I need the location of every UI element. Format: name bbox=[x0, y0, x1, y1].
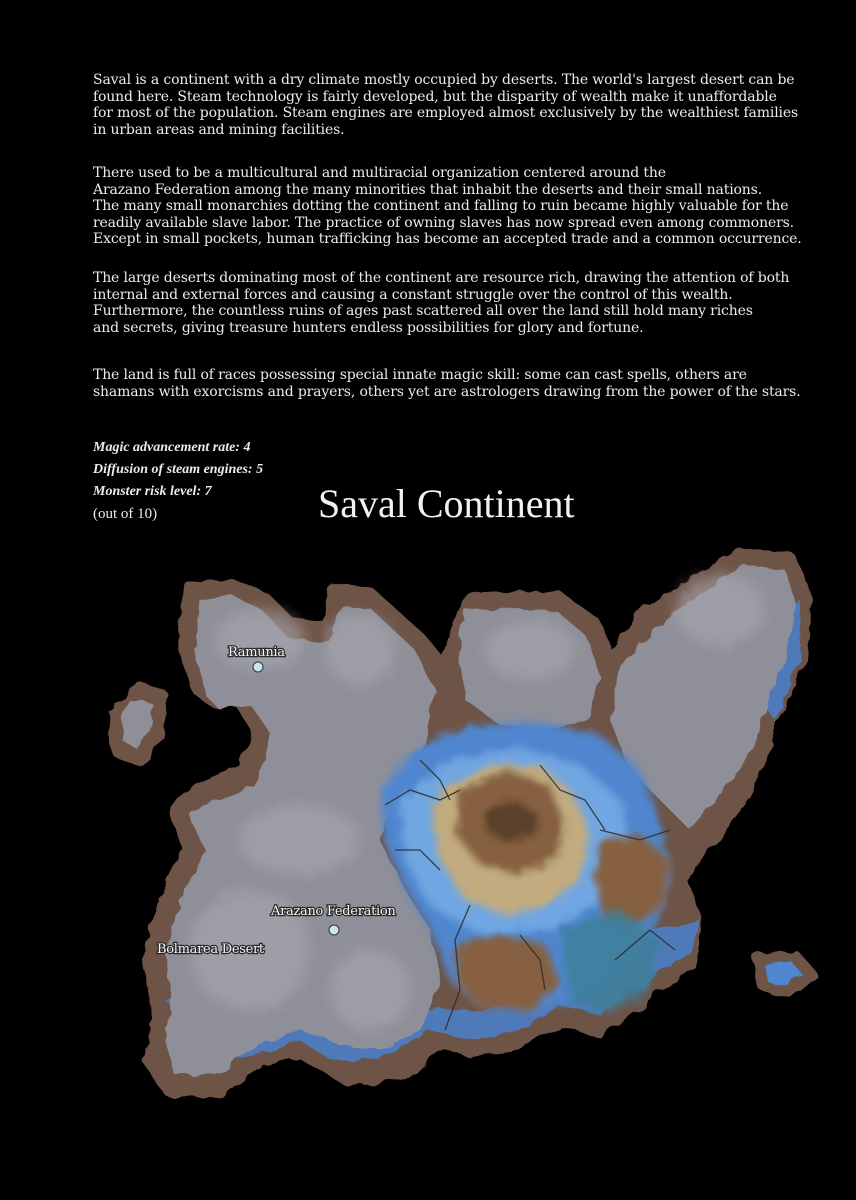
text-line: internal and external forces and causing a constant struggle over the control of this wealth. bbox=[93, 286, 733, 303]
text-line: Except in small pockets, human trafficking has become an accepted trade and a common occurrence. bbox=[93, 231, 802, 247]
location-marker-icon bbox=[253, 662, 263, 672]
location-marker-icon bbox=[329, 925, 339, 935]
location-bolmarea-desert bbox=[157, 942, 265, 957]
description-paragraph-3 bbox=[93, 270, 793, 336]
text-line: for most of the population. Steam engines are employed almost exclusively by the wealthiest families bbox=[93, 105, 799, 121]
text-line: The land is full of races possessing special innate magic skill: some can cast spells, others are bbox=[93, 367, 747, 383]
description-paragraph-1 bbox=[93, 72, 799, 138]
map-title: Saval Continent bbox=[318, 481, 575, 526]
description-paragraph-4 bbox=[93, 367, 801, 400]
stat-scale-note: (out of 10) bbox=[93, 506, 158, 522]
location-label: Arazano Federation bbox=[271, 904, 396, 919]
text-line: and secrets, giving treasure hunters endless possibilities for glory and fortune. bbox=[93, 319, 644, 336]
stat-steam-engines: Diffusion of steam engines: 5 bbox=[93, 462, 264, 477]
description-paragraph-2 bbox=[93, 165, 802, 248]
text-line: Arazano Federation among the many minorities that inhabit the deserts and their small nations. bbox=[93, 181, 763, 198]
text-line: shamans with exorcisms and prayers, others yet are astrologers drawing from the power of the stars. bbox=[93, 383, 801, 400]
text-line: readily available slave labor. The practice of owning slaves has now spread even among commoners. bbox=[93, 214, 794, 231]
text-line: Saval is a continent with a dry climate mostly occupied by deserts. The world's largest desert can be bbox=[93, 72, 795, 88]
text-line: There used to be a multicultural and multiracial organization centered around the bbox=[93, 165, 666, 181]
text-line: found here. Steam technology is fairly developed, but the disparity of wealth make it unaffordable bbox=[93, 88, 777, 105]
stat-magic-advancement: Magic advancement rate: 4 bbox=[93, 440, 251, 455]
text-line: in urban areas and mining facilities. bbox=[93, 121, 345, 138]
location-label: Bolmarea Desert bbox=[157, 942, 264, 957]
text-line: Furthermore, the countless ruins of ages past scattered all over the land still hold many riches bbox=[93, 303, 753, 319]
stat-monster-risk: Monster risk level: 7 bbox=[93, 484, 212, 499]
continent-map bbox=[0, 540, 856, 1120]
text-line: The many small monarchies dotting the continent and falling to ruin became highly valuable for the bbox=[93, 198, 789, 214]
landmass bbox=[116, 555, 810, 1090]
text-line: The large deserts dominating most of the continent are resource rich, drawing the attention of both bbox=[93, 270, 790, 286]
location-label: Ramunia bbox=[228, 645, 285, 660]
